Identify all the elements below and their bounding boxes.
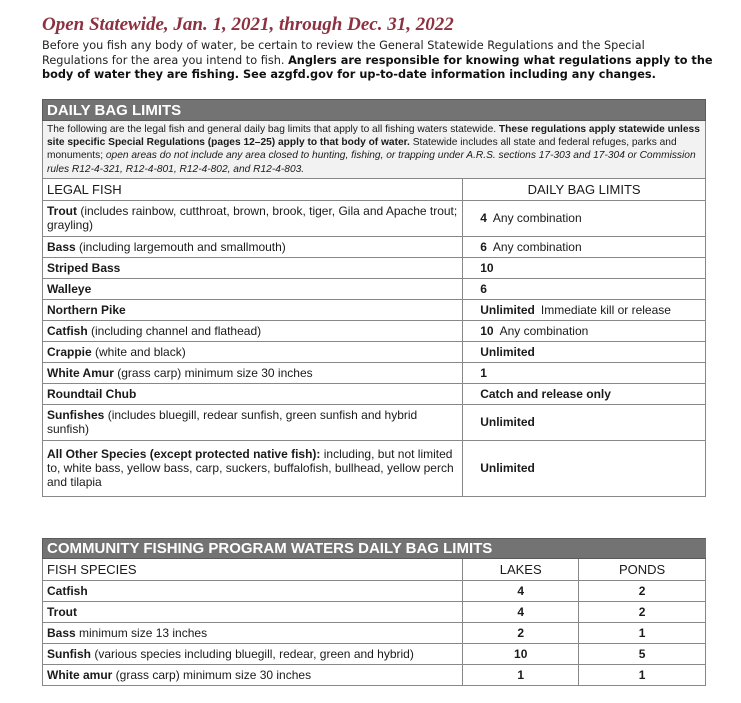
limit-cell xyxy=(463,257,706,278)
limit-cell xyxy=(463,404,706,440)
limit-value: Unlimited xyxy=(480,344,535,359)
table-row xyxy=(43,581,706,602)
limit-value: Catch and release only xyxy=(480,386,611,401)
desc-part-1: The following are the legal fish and general daily bag limits that apply to all fishing waters statewide. xyxy=(47,124,499,135)
species-name: Sunfish xyxy=(47,647,91,661)
col-header-daily-bag-limits: DAILY BAG LIMITS xyxy=(463,178,706,200)
limit-cell xyxy=(463,362,706,383)
ponds-value: 2 xyxy=(638,605,646,619)
table-row xyxy=(43,362,706,383)
fish-note: (includes bluegill, redear sunfish, green sunfish and hybrid sunfish) xyxy=(47,408,418,437)
table-row xyxy=(43,320,706,341)
species-note: minimum size 13 inches xyxy=(75,626,208,640)
limit-note: Any combination xyxy=(499,323,589,338)
limit-value: Unlimited xyxy=(480,461,535,476)
table-row xyxy=(43,299,706,320)
species-cell xyxy=(43,644,463,665)
table-row xyxy=(43,278,706,299)
fish-name: Sunfishes xyxy=(47,408,105,423)
fish-name: Crappie xyxy=(47,344,92,359)
ponds-cell xyxy=(579,623,706,644)
limit-value: Unlimited xyxy=(480,302,535,317)
fish-note: (grass carp) minimum size 30 inches xyxy=(113,365,313,380)
desc-part-2: These regulations apply statewide unless site specific Special Regulations (pages 12–25) apply to that body of water. xyxy=(47,124,700,149)
fish-cell xyxy=(43,257,463,278)
lakes-cell xyxy=(463,644,579,665)
fish-name: Striped Bass xyxy=(47,260,121,275)
community-rows xyxy=(43,581,706,686)
fish-cell xyxy=(43,404,463,440)
table-row xyxy=(43,644,706,665)
ponds-value: 2 xyxy=(638,584,646,598)
daily-bag-limits-table xyxy=(42,99,706,497)
species-note: (grass carp) minimum size 30 inches xyxy=(112,668,312,682)
limit-note: Any combination xyxy=(492,239,582,254)
limit-cell xyxy=(463,299,706,320)
fish-note: (including largemouth and smallmouth) xyxy=(75,239,286,254)
intro-bold: Anglers are responsible for knowing what regulations apply to the body of water they are fishing. See azgfd.gov for up-to-date information including any changes. xyxy=(42,53,713,82)
fish-name: Bass xyxy=(47,239,76,254)
limit-cell xyxy=(463,440,706,496)
table-row xyxy=(43,383,706,404)
table-row xyxy=(43,404,706,440)
fish-cell xyxy=(43,278,463,299)
lakes-cell xyxy=(463,581,579,602)
ponds-cell xyxy=(579,602,706,623)
table-row xyxy=(43,665,706,686)
limit-cell xyxy=(463,383,706,404)
fish-cell xyxy=(43,200,463,236)
lakes-cell xyxy=(463,602,579,623)
limit-value: 6 xyxy=(480,239,487,254)
ponds-value: 1 xyxy=(638,668,646,682)
fish-note: (white and black) xyxy=(91,344,186,359)
limit-note: Immediate kill or release xyxy=(540,302,671,317)
table-row xyxy=(43,236,706,257)
col-header-lakes: LAKES xyxy=(463,559,579,581)
table-row xyxy=(43,257,706,278)
fish-cell xyxy=(43,383,463,404)
lakes-cell xyxy=(463,623,579,644)
limit-value: 10 xyxy=(480,323,494,338)
lakes-value: 4 xyxy=(517,584,525,598)
limit-cell xyxy=(463,278,706,299)
limit-value: 1 xyxy=(480,365,487,380)
species-cell xyxy=(43,623,463,644)
ponds-value: 5 xyxy=(638,647,646,661)
species-cell xyxy=(43,665,463,686)
fish-note: (includes rainbow, cutthroat, brown, brook, tiger, Gila and Apache trout; grayling) xyxy=(47,204,458,233)
fish-note: (including channel and flathead) xyxy=(87,323,262,338)
daily-rows xyxy=(43,200,706,496)
lakes-value: 1 xyxy=(517,668,525,682)
ponds-cell xyxy=(579,665,706,686)
daily-bag-limits-heading: DAILY BAG LIMITS xyxy=(43,100,706,121)
fish-cell xyxy=(43,236,463,257)
fish-cell xyxy=(43,320,463,341)
ponds-value: 1 xyxy=(638,626,646,640)
limit-value: Unlimited xyxy=(480,415,535,430)
col-header-ponds: PONDS xyxy=(579,559,706,581)
species-name: White amur xyxy=(47,668,113,682)
daily-description xyxy=(43,121,706,179)
fish-name: Walleye xyxy=(47,281,92,296)
col-header-legal-fish: LEGAL FISH xyxy=(43,178,463,200)
limit-value: 10 xyxy=(480,260,494,275)
fish-name: Northern Pike xyxy=(47,302,126,317)
table-row xyxy=(43,602,706,623)
table-row xyxy=(43,200,706,236)
limit-value: 6 xyxy=(480,281,487,296)
desc-part-3: Statewide includes all state and federal refuges, parks and monuments; xyxy=(47,137,677,162)
lakes-value: 2 xyxy=(517,626,525,640)
limit-note: Any combination xyxy=(492,211,582,226)
table-row xyxy=(43,341,706,362)
table-row xyxy=(43,440,706,496)
page-title: Open Statewide, Jan. 1, 2021, through Dec. 31, 2022 xyxy=(42,14,454,35)
limit-cell xyxy=(463,320,706,341)
col-header-fish-species: FISH SPECIES xyxy=(43,559,463,581)
species-name: Trout xyxy=(47,605,77,619)
desc-part-4: open areas do not include any area closed to hunting, fishing, or trapping under A.R.S. sections 17-303 and 17-304 or Commission rules R12-4-321, R12-4-801, R12-4-802, and R12-4-803. xyxy=(47,150,696,175)
intro-paragraph xyxy=(42,39,714,83)
species-name: Catfish xyxy=(47,584,88,598)
fish-name: Roundtail Chub xyxy=(47,386,137,401)
species-cell xyxy=(43,581,463,602)
lakes-value: 4 xyxy=(517,605,525,619)
species-name: Bass xyxy=(47,626,76,640)
lakes-cell xyxy=(463,665,579,686)
ponds-cell xyxy=(579,644,706,665)
limit-cell xyxy=(463,341,706,362)
fish-cell xyxy=(43,341,463,362)
limit-value: 4 xyxy=(480,211,487,226)
fish-cell xyxy=(43,440,463,496)
limit-cell xyxy=(463,200,706,236)
community-heading: COMMUNITY FISHING PROGRAM WATERS DAILY BAG LIMITS xyxy=(43,539,706,559)
lakes-value: 10 xyxy=(514,647,528,661)
table-row xyxy=(43,623,706,644)
ponds-cell xyxy=(579,581,706,602)
community-fishing-table xyxy=(42,538,706,686)
limit-cell xyxy=(463,236,706,257)
fish-cell xyxy=(43,362,463,383)
species-cell xyxy=(43,602,463,623)
fish-note: including, but not limited to, white bass, yellow bass, carp, suckers, buffalofish, bullhead, yellow perch and tilapia xyxy=(47,447,454,490)
intro-plain: Before you fish any body of water, be certain to review the General Statewide Regulations and the Special Regulations for the area you intend to fish. xyxy=(42,39,645,67)
fish-name: All Other Species (except protected native fish): xyxy=(47,447,321,462)
fish-name: Trout xyxy=(47,204,77,219)
fish-name: Catfish xyxy=(47,323,88,338)
species-note: (various species including bluegill, redear, green and hybrid) xyxy=(91,647,414,661)
fish-cell xyxy=(43,299,463,320)
fish-name: White Amur xyxy=(47,365,114,380)
